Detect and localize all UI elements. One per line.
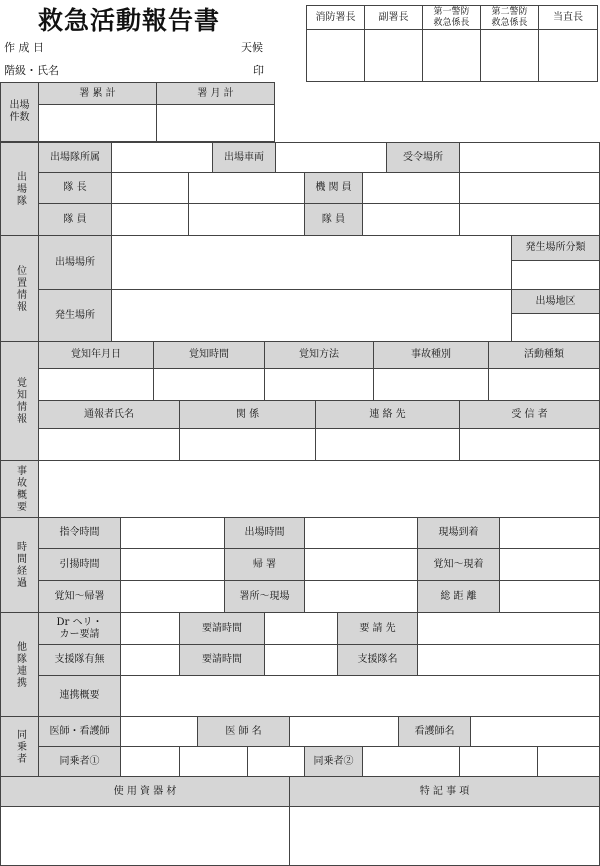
page-title: 救急活動報告書 [38,6,221,35]
dispatch-place-field[interactable] [111,235,512,290]
request-time-label: 要請時間 [179,612,265,645]
section-summary: 事故概要 [0,460,39,518]
command-time-field[interactable] [120,517,225,549]
section-dispatch-count: 出場 件数 [0,82,39,142]
nurse-name-label: 看護師名 [398,716,471,747]
member-field[interactable] [111,203,189,236]
approval-header: 第一警防 救急係長 [422,5,481,30]
companion2-field[interactable] [362,746,460,777]
aware-to-return-label: 覚知〜帰署 [38,580,121,613]
support-field[interactable] [120,644,180,676]
companion1-field-3[interactable] [247,746,305,777]
aware-to-scene-label: 覚知〜現着 [417,548,500,581]
dr-heli-field[interactable] [120,612,180,645]
monthly-label: 署 月 計 [156,82,275,105]
section-timeline: 時間経過 [0,517,39,613]
materials-label: 使 用 資 器 材 [0,776,290,807]
activity-type-label: 活動種類 [488,341,600,369]
contact-label: 連 絡 先 [315,400,460,429]
station-to-scene-label: 署所〜現場 [224,580,305,613]
engineer-field-2[interactable] [459,172,600,204]
affiliation-label: 出場隊所属 [38,142,112,173]
aware-time-label: 覚知時間 [153,341,265,369]
return-label: 帰 署 [224,548,305,581]
cumulative-field[interactable] [38,104,157,142]
return-field[interactable] [304,548,418,581]
reporter-field[interactable] [38,428,180,461]
district-label: 出場地区 [511,289,600,314]
monthly-field[interactable] [156,104,275,142]
reporter-label: 通報者氏名 [38,400,180,429]
request-time-field[interactable] [264,612,338,645]
engineer-label: 機 関 員 [304,172,363,204]
engineer-field[interactable] [362,172,460,204]
aware-date-field[interactable] [38,368,154,401]
materials-field[interactable] [0,806,290,866]
station-to-scene-field[interactable] [304,580,418,613]
aware-to-scene-field[interactable] [499,548,600,581]
section-location: 位置情報 [0,235,39,342]
affiliation-field[interactable] [111,142,213,173]
cumulative-label: 署 累 計 [38,82,157,105]
incident-type-label: 事故種別 [373,341,489,369]
occurrence-type-field[interactable] [511,260,600,290]
occurrence-place-field[interactable] [111,289,512,342]
companion2-field-3[interactable] [537,746,600,777]
command-time-label: 指令時間 [38,517,121,549]
occurrence-type-label: 発生場所分類 [511,235,600,261]
member-label: 隊 員 [38,203,112,236]
approval-header: 副署長 [364,5,423,30]
approval-stamp-box[interactable] [306,29,365,82]
companion2-field-2[interactable] [459,746,538,777]
companion1-field-2[interactable] [179,746,248,777]
section-unit: 出場隊 [0,142,39,236]
request-dest-label: 要 請 先 [337,612,418,645]
captain-label: 隊 長 [38,172,112,204]
aware-method-label: 覚知方法 [264,341,374,369]
arrival-field[interactable] [499,517,600,549]
rank-name-label: 階級・氏名 [4,64,59,77]
dispatch-time-label: 出場時間 [224,517,305,549]
approval-header: 当直長 [538,5,598,30]
captain-field[interactable] [111,172,189,204]
approval-stamp-box[interactable] [422,29,481,82]
date-label: 作 成 日 [4,41,44,54]
companion1-field[interactable] [120,746,180,777]
district-field[interactable] [511,313,600,342]
weather-label: 天候 [241,41,263,54]
support-label: 支援隊有無 [38,644,121,676]
support-name-field[interactable] [417,644,600,676]
approval-stamp-box[interactable] [480,29,539,82]
companion2-label: 同乗者② [304,746,363,777]
received-place-field[interactable] [459,142,600,173]
contact-field[interactable] [315,428,460,461]
request-dest-field[interactable] [417,612,600,645]
seal-label: 印 [253,64,264,77]
overview-label: 連携概要 [38,675,121,717]
approval-header: 消防署長 [306,5,365,30]
vehicle-label: 出場車両 [212,142,276,173]
aware-method-field[interactable] [264,368,374,401]
request-time2-field[interactable] [264,644,338,676]
companion1-label: 同乗者① [38,746,121,777]
member-field-2[interactable] [188,203,305,236]
dispatch-place-label: 出場場所 [38,235,112,290]
captain-field-2[interactable] [188,172,305,204]
request-time2-label: 要請時間 [179,644,265,676]
received-place-label: 受令場所 [386,142,460,173]
aware-to-return-field[interactable] [120,580,225,613]
distance-field[interactable] [499,580,600,613]
withdraw-time-field[interactable] [120,548,225,581]
distance-label: 総 距 離 [417,580,500,613]
doctor-nurse-field[interactable] [120,716,198,747]
relation-label: 関 係 [179,400,316,429]
dispatch-time-field[interactable] [304,517,418,549]
support-name-label: 支援隊名 [337,644,418,676]
notes-field[interactable] [289,806,600,866]
arrival-label: 現場到着 [417,517,500,549]
aware-date-label: 覚知年月日 [38,341,154,369]
approval-stamp-box[interactable] [538,29,598,82]
occurrence-place-label: 発生場所 [38,289,112,342]
member2-field[interactable] [362,203,460,236]
section-companion: 同乗者 [0,716,39,777]
withdraw-time-label: 引揚時間 [38,548,121,581]
doctor-nurse-label: 医師・看護師 [38,716,121,747]
nurse-name-field[interactable] [470,716,600,747]
activity-type-field[interactable] [488,368,600,401]
notes-label: 特 記 事 項 [289,776,600,807]
vehicle-field[interactable] [275,142,387,173]
aware-time-field[interactable] [153,368,265,401]
member2-label: 隊 員 [304,203,363,236]
incident-type-field[interactable] [373,368,489,401]
section-awareness: 覚知情報 [0,341,39,461]
approval-header: 第二警防 救急係長 [480,5,539,30]
doctor-name-label: 医 師 名 [197,716,290,747]
member2-field-2[interactable] [459,203,600,236]
receiver-label: 受 信 者 [459,400,600,429]
section-cooperation: 他隊連携 [0,612,39,717]
relation-field[interactable] [179,428,316,461]
approval-stamp-box[interactable] [364,29,423,82]
overview-field[interactable] [120,675,600,717]
dr-heli-label: Dr ヘリ・ カー要請 [38,612,121,645]
summary-field[interactable] [38,460,600,518]
receiver-field[interactable] [459,428,600,461]
doctor-name-field[interactable] [289,716,399,747]
